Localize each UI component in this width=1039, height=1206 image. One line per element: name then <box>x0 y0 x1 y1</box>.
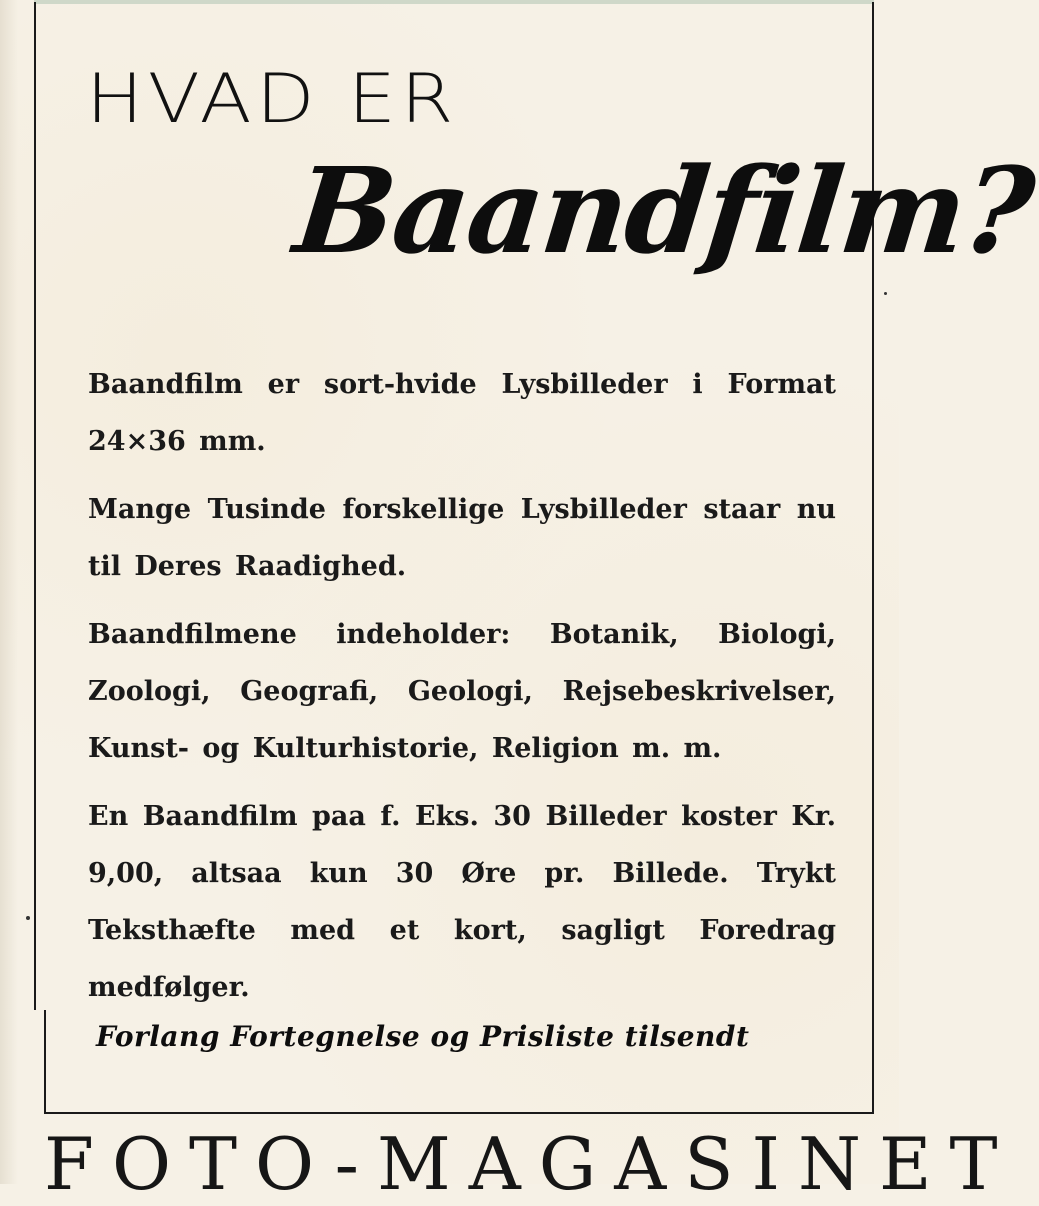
paragraph-availability: Mange Tusinde forskellige Lysbilleder staar nu til Deres Raadighed. <box>88 494 836 582</box>
print-speck <box>26 916 30 920</box>
frame-notch <box>34 1010 44 1114</box>
body-text <box>88 356 836 1027</box>
paragraph-topics: Baandfilmene indeholder: Botanik, Biologi, Zoologi, Geografi, Geologi, Rejsebeskrivelser, Kunst- og Kulturhistorie, Religion m. m. <box>88 619 836 764</box>
frame-notch-line <box>44 1010 46 1114</box>
paragraph-format: Baandfilm er sort-hvide Lysbilleder i Format 24×36 mm. <box>88 369 836 457</box>
headline-script: Baandfilm? <box>288 141 1039 280</box>
brand-name: FOTO-MAGASINET <box>44 1122 1016 1206</box>
page-edge-shadow <box>0 0 18 1184</box>
paragraph-price: En Baandfilm paa f. Eks. 30 Billeder koster Kr. 9,00, altsaa kun 30 Øre pr. Billede. Trykt Teksthæfte med et kort, sagligt Foredrag medfølger. <box>88 801 836 1003</box>
call-to-action: Forlang Fortegnelse og Prisliste tilsendt <box>96 1020 750 1053</box>
headline-top: HVAD ER <box>86 60 458 139</box>
print-speck <box>884 292 887 295</box>
